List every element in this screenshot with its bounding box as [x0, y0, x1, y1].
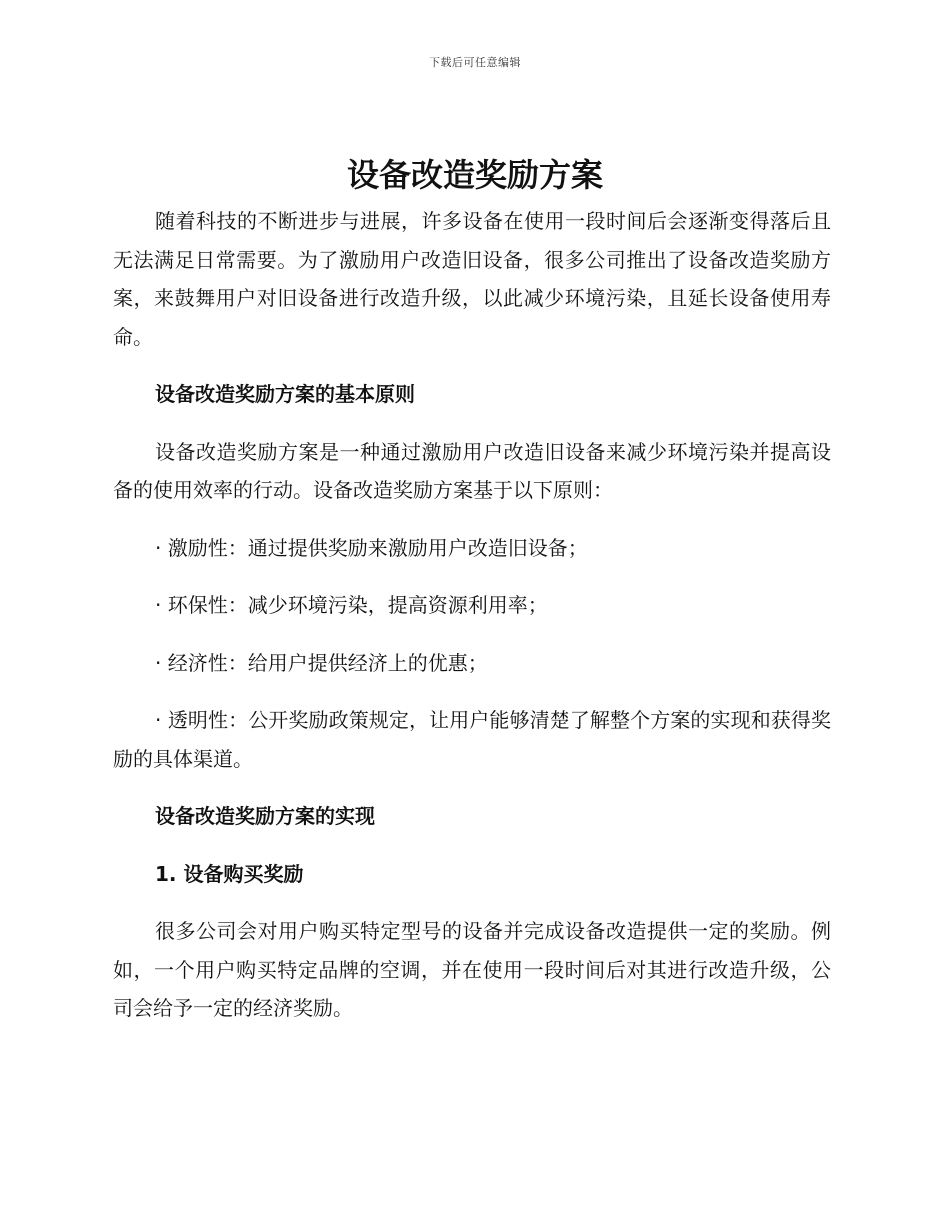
document-title: 设备改造奖励方案: [346, 156, 603, 194]
principles-paragraph: 设备改造奖励方案是一种通过激励用户改造旧设备来减少环境污染并提高设备的使用效率的行动。设备改造奖励方案基于以下原则：: [113, 439, 831, 502]
header-note: 下载后可任意编辑: [429, 56, 521, 69]
section-heading-principles: 设备改造奖励方案的基本原则: [155, 382, 415, 406]
purchase-reward-paragraph: 很多公司会对用户购买特定型号的设备并完成设备改造提供一定的奖励。例如，一个用户购买特定品牌的空调，并在使用一段时间后对其进行改造升级，公司会给予一定的经济奖励。: [113, 919, 831, 1020]
principle-item-environment: · 环保性：减少环境污染，提高资源利用率；: [155, 593, 548, 617]
principle-item-economy: · 经济性：给用户提供经济上的优惠；: [155, 650, 488, 675]
document-body: [113, 202, 831, 1028]
subheading-purchase-reward: 1. 设备购买奖励: [155, 861, 304, 886]
principle-item-transparency: · 透明性：公开奖励政策规定，让用户能够清楚了解整个方案的实现和获得奖励的具体渠道。: [113, 708, 831, 771]
section-heading-implementation: 设备改造奖励方案的实现: [155, 804, 375, 828]
intro-paragraph: 随着科技的不断进步与进展，许多设备在使用一段时间后会逐渐变得落后且无法满足日常需要。为了激励用户改造旧设备，很多公司推出了设备改造奖励方案，来鼓舞用户对旧设备进行改造升级，以此减少环境污染，且延长设备使用寿命。: [113, 209, 831, 349]
principle-item-incentive: · 激励性：通过提供奖励来激励用户改造旧设备；: [155, 535, 588, 560]
